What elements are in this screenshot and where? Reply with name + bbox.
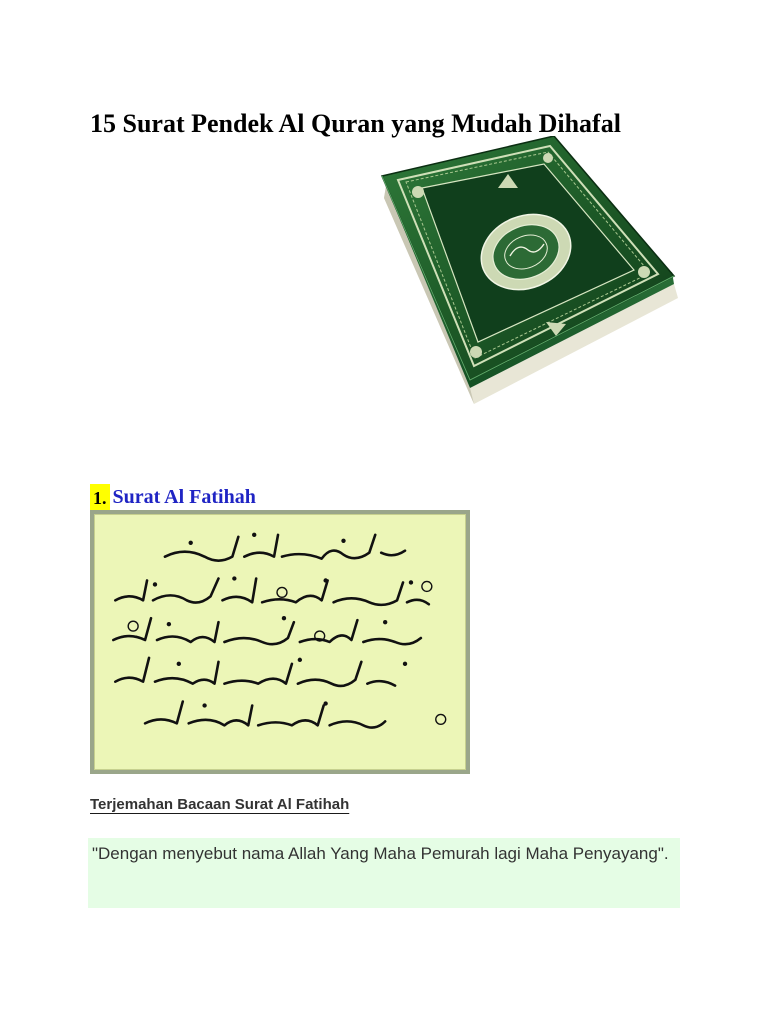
section-name: Surat Al Fatihah [112, 486, 256, 508]
section-number: 1. [90, 484, 110, 510]
translation-box [88, 838, 680, 908]
calligraphy-background [94, 514, 466, 770]
section-heading [90, 483, 256, 511]
page-title: 15 Surat Pendek Al Quran yang Mudah Dihafal [90, 109, 621, 138]
arabic-calligraphy-icon [95, 515, 465, 769]
fatihah-calligraphy-image [90, 510, 470, 774]
quran-book-icon [378, 136, 678, 408]
translation-heading: Terjemahan Bacaan Surat Al Fatihah [90, 796, 350, 813]
translation-text: "Dengan menyebut nama Allah Yang Maha Pemurah lagi Maha Penyayang". [92, 844, 669, 863]
